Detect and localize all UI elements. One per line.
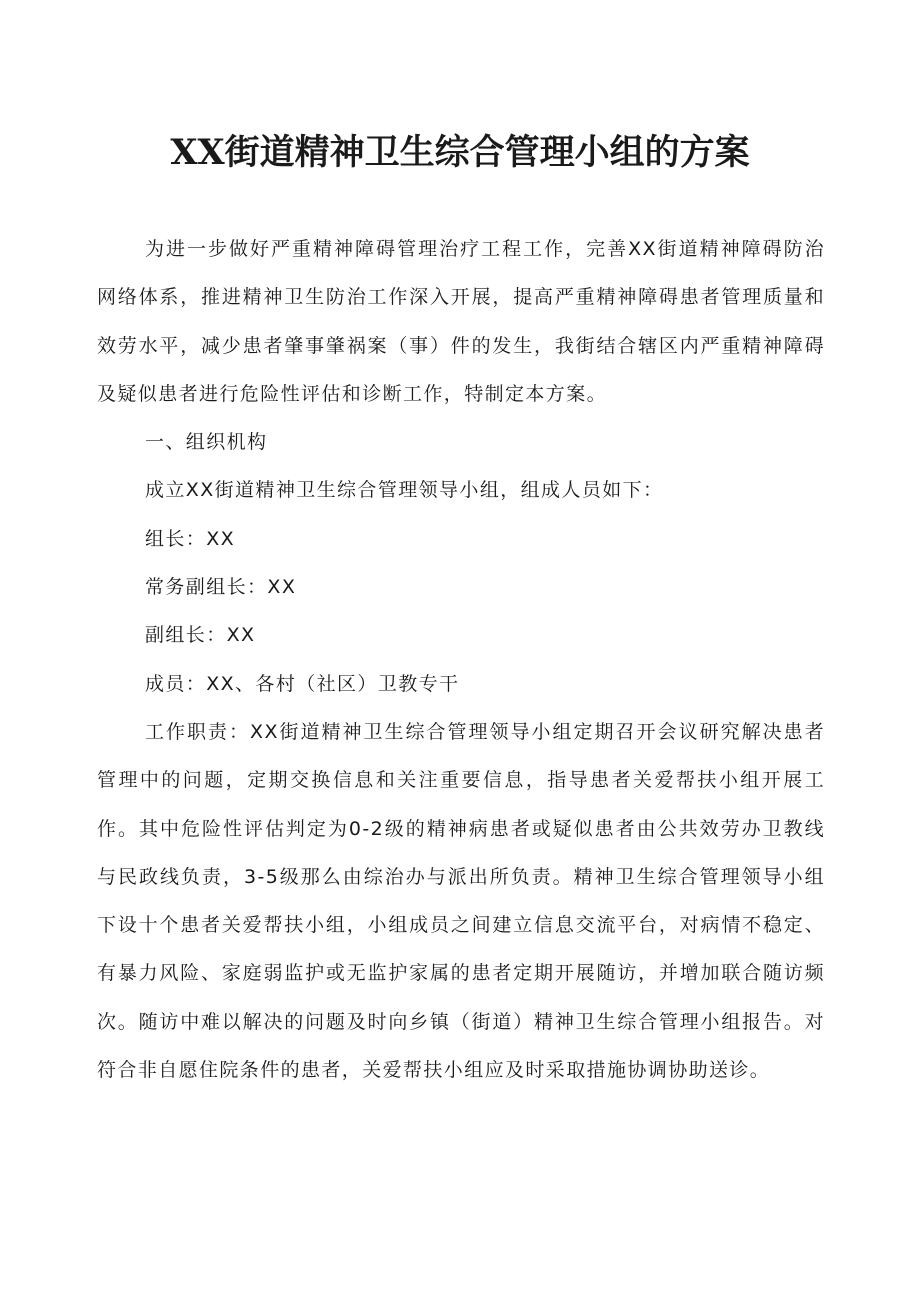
paragraph-members: 成员：XX、各村（社区）卫教专干 (145, 672, 460, 695)
document-title (0, 128, 920, 178)
paragraph-group-formation: 成立XX街道精神卫生综合管理领导小组，组成人员如下： (145, 479, 664, 502)
title-text: 街道精神卫生综合管理小组的方案 (224, 133, 750, 173)
paragraph-intro: 为进一步做好严重精神障碍管理治疗工程工作，完善XX街道精神障碍防治网络体系，推进精神卫生防治工作深入开展，提高严重精神障碍患者管理质量和效劳水平，减少患者肇事肇祸案（事）件的发生，我街结合辖区内严重精神障碍及疑似患者进行危险性评估和诊断工作，特制定本方案。 (97, 238, 825, 405)
paragraph-leader: 组长：XX (145, 527, 236, 550)
paragraph-deputy: 副组长：XX (145, 624, 256, 647)
section-heading: 一、组织机构 (145, 431, 268, 454)
document-body (97, 225, 825, 1094)
title-latin: XX (170, 132, 225, 173)
paragraph-executive-deputy: 常务副组长：XX (145, 576, 297, 599)
paragraph-duties: 工作职责：XX街道精神卫生综合管理领导小组定期召开会议研究解决患者管理中的问题，定期交换信息和关注重要信息，指导患者关爱帮扶小组开展工作。其中危险性评估判定为0-2级的精神病患者或疑似患者由公共效劳办卫教线与民政线负责，3-5级那么由综治办与派出所负责。精神卫生综合管理领导小组下设十个患者关爱帮扶小组，小组成员之间建立信息交流平台，对病情不稳定、有暴力风险、家庭弱监护或无监护家属的患者定期开展随访，并增加联合随访频次。随访中难以解决的问题及时向乡镇（街道）精神卫生综合管理小组报告。对符合非自愿住院条件的患者，关爱帮扶小组应及时采取措施协调协助送诊。 (97, 720, 825, 1082)
